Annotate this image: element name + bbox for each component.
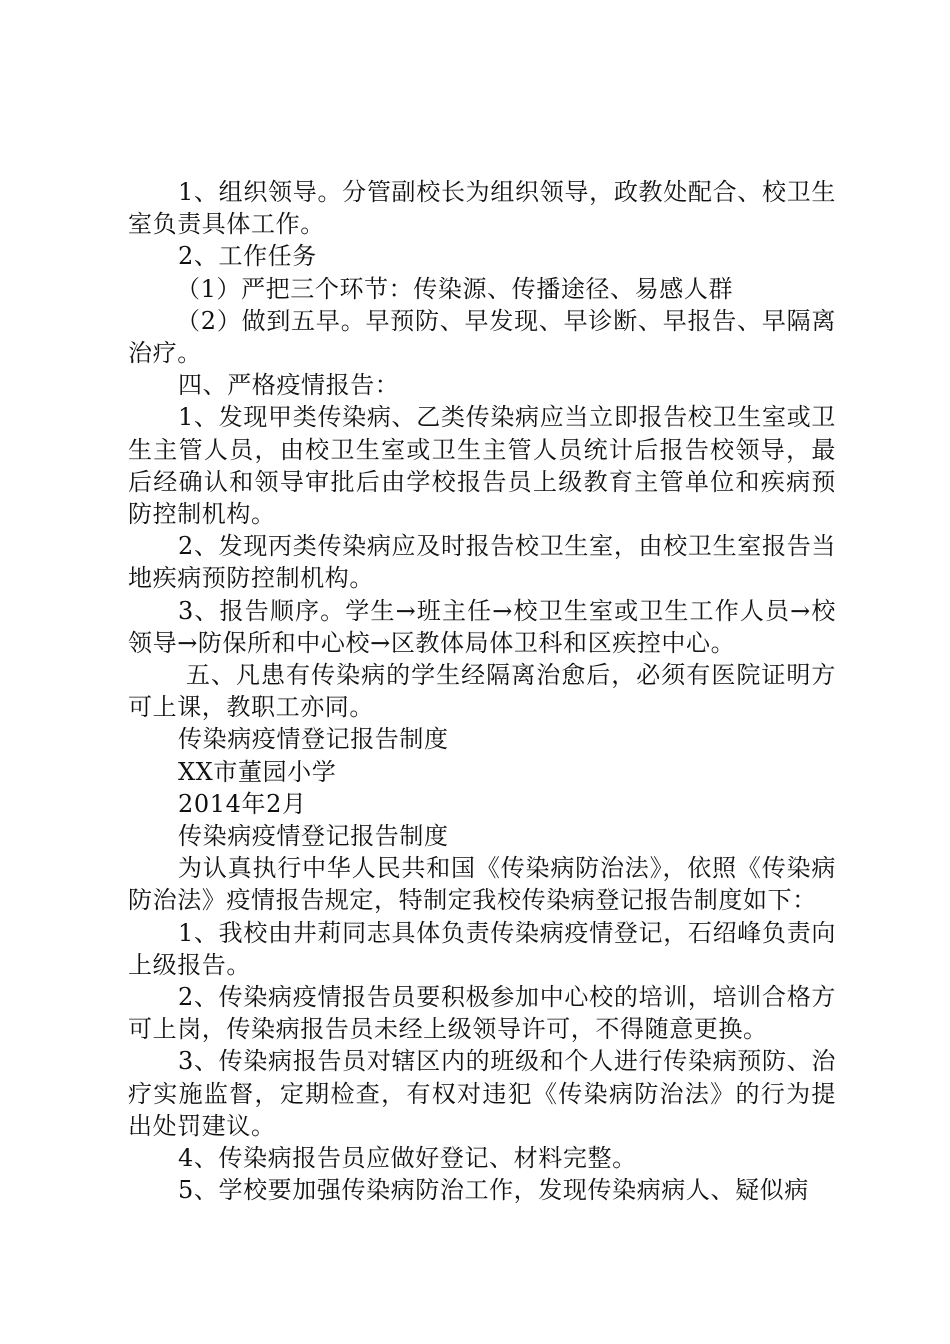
section-heading-four: 四、严格疫情报告：: [178, 371, 400, 400]
paragraph-report-3: 3、报告顺序。学生→班主任→校卫生室或卫生工作人员→校领导→防保所和中心校→区教体局体卫科和区疾控中心。: [128, 596, 836, 657]
document-date: 2014年2月: [178, 789, 307, 818]
paragraph-rule-2: 2、传染病疫情报告员要积极参加中心校的培训，培训合格方可上岗，传染病报告员未经上级领导许可，不得随意更换。: [128, 983, 836, 1044]
paragraph-task-1: （1）严把三个环节：传染源、传播途径、易感人群: [176, 274, 734, 303]
paragraph-task-2: （2）做到五早。早预防、早发现、早诊断、早报告、早隔离治疗。: [128, 306, 836, 368]
paragraph-tasks-heading: 2、工作任务: [178, 242, 317, 271]
document-title: 传染病疫情登记报告制度: [178, 725, 449, 754]
paragraph-organization: 1、组织领导。分管副校长为组织领导，政教处配合、校卫生室负责具体工作。: [128, 178, 836, 239]
paragraph-intro: 为认真执行中华人民共和国《传染病防治法》，依照《传染病防治法》疫情报告规定，特制定我校传染病登记报告制度如下：: [128, 854, 836, 915]
paragraph-rule-5: 5、学校要加强传染病防治工作，发现传染病病人、疑似病: [178, 1176, 809, 1205]
paragraph-rule-3: 3、传染病报告员对辖区内的班级和个人进行传染病预防、治疗实施监督，定期检查，有权对违犯《传染病防治法》的行为提出处罚建议。: [128, 1047, 836, 1140]
document-title-repeat: 传染病疫情登记报告制度: [178, 822, 449, 851]
paragraph-report-1: 1、发现甲类传染病、乙类传染病应当立即报告校卫生室或卫生主管人员，由校卫生室或卫生主管人员统计后报告校领导，最后经确认和领导审批后由学校报告员上级教育主管单位和疾病预防控制机构。: [128, 403, 836, 529]
school-name: XX市董园小学: [178, 757, 337, 786]
paragraph-report-2: 2、发现丙类传染病应及时报告校卫生室，由校卫生室报告当地疾病预防控制机构。: [128, 532, 836, 593]
document-body: [128, 176, 836, 1207]
paragraph-rule-4: 4、传染病报告员应做好登记、材料完整。: [178, 1144, 637, 1173]
section-heading-five: 五、凡患有传染病的学生经隔离治愈后，必须有医院证明方可上课，教职工亦同。: [128, 661, 836, 722]
paragraph-rule-1: 1、我校由井莉同志具体负责传染病疫情登记，石绍峰负责向上级报告。: [128, 918, 836, 979]
